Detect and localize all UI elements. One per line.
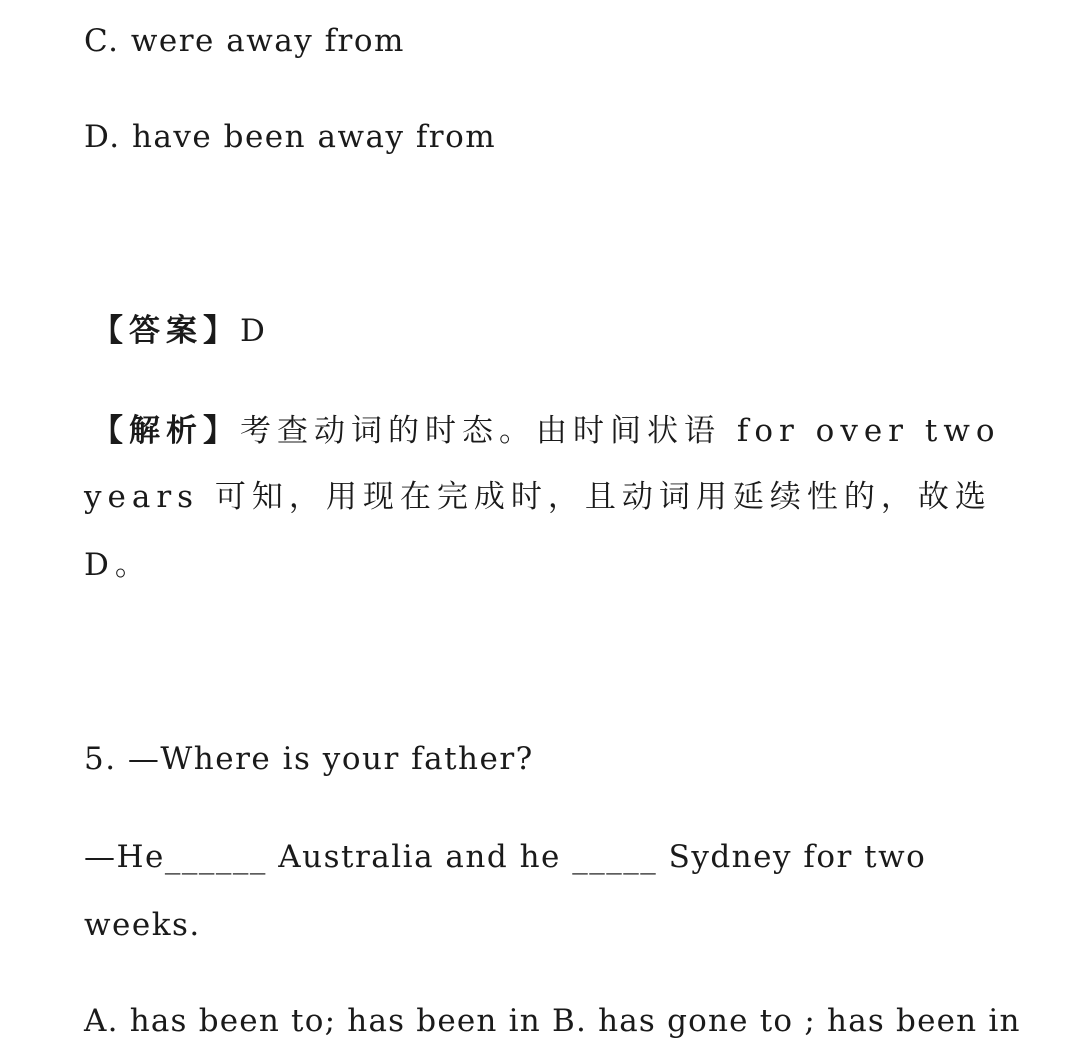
answer-label: 【答案】 [92, 313, 240, 349]
question-5-reply-2: weeks. [84, 907, 201, 943]
answer-value: D [240, 313, 267, 349]
analysis-text-1: 考查动词的时态。由时间状语 for over two [240, 413, 1001, 449]
option-c: C. were away from [84, 23, 405, 59]
option-d: D. have been away from [84, 119, 497, 155]
analysis-line-1 [92, 413, 1001, 449]
analysis-label: 【解析】 [92, 413, 240, 449]
analysis-line-3: D。 [84, 547, 152, 583]
question-5-reply-1: —He______ Australia and he _____ Sydney for two [84, 839, 927, 875]
question-5-stem: 5. —Where is your father? [84, 741, 534, 777]
answer-line [92, 313, 267, 349]
analysis-line-2: years 可知，用现在完成时，且动词用延续性的，故选 [84, 479, 992, 515]
question-5-options-ab: A. has been to; has been in B. has gone to ; has been in [84, 1003, 1021, 1039]
